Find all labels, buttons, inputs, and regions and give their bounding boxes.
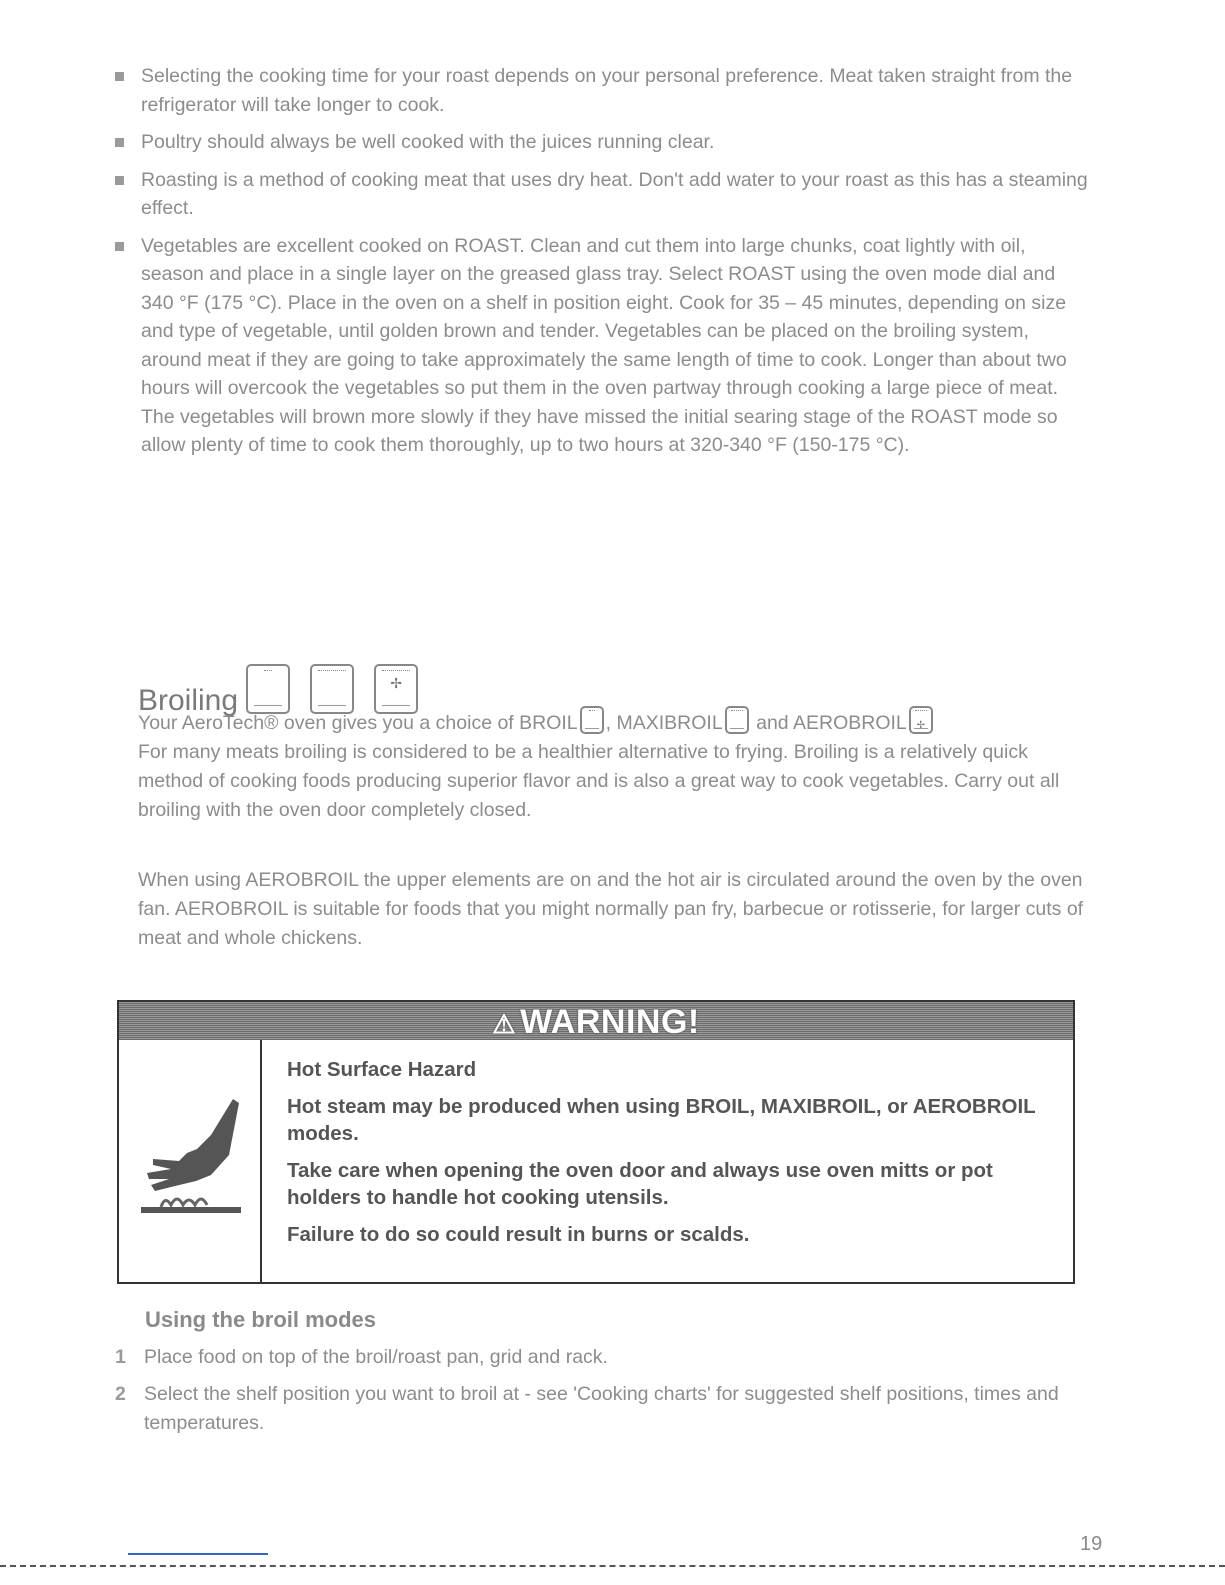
bullet-icon: [115, 138, 124, 147]
bullet-icon: [115, 72, 124, 81]
bullet-icon: [115, 176, 124, 185]
warning-line: Failure to do so could result in burns or scalds.: [287, 1223, 750, 1246]
step-number: 2: [115, 1383, 126, 1405]
broiling-heading: Broiling ✢: [138, 664, 418, 718]
footer-link-underline: [128, 1553, 268, 1555]
warning-line: Take care when opening the oven door and always use oven mitts or pot holders to handle hot cooking utensils.: [287, 1159, 993, 1209]
roasting-tips-list: [115, 62, 1090, 469]
list-item: Vegetables are excellent cooked on ROAST. Clean and cut them into large chunks, coat lightly with oil, season and place in a single layer on the greased glass tray. Select ROAST using the oven mode dial and 340 °F (175 °C). Place in the oven on a shelf in position eight. Cook for 35 – 45 minutes, depending on size and type of vegetable, until golden brown and tender. Vegetables can be placed on the broiling system, around meat if they are going to take approximately the same length of time to cook. Longer than about two hours will overcook the vegetables so put them in the oven partway through cooking a large piece of meat. The vegetables will brown more slowly if they have missed the initial searing stage of the ROAST mode so allow plenty of time to cook them thoroughly, up to two hours at 320-340 °F (150-175 °C).: [115, 232, 1090, 460]
aerobroil-icon: ✢: [374, 664, 418, 714]
aerobroil-description: When using AEROBROIL the upper elements are on and the hot air is circulated around the oven by the oven fan. AEROBROIL is suitable for foods that you might normally pan fry, barbecue or rotisserie, for larger cuts of meat and whole chickens.: [138, 869, 1084, 949]
bullet-icon: [115, 242, 124, 251]
broil-icon: [580, 706, 604, 734]
using-broil-modes-heading: Using the broil modes: [145, 1307, 377, 1332]
list-item: 2 Select the shelf position you want to broil at - see 'Cooking charts' for suggested shelf positions, times and temperatures.: [115, 1380, 1075, 1438]
list-item: Roasting is a method of cooking meat that uses dry heat. Don't add water to your roast as this has a steaming effect.: [115, 166, 1090, 223]
list-item: Selecting the cooking time for your roast depends on your personal preference. Meat taken straight from the refrigerator will take longer to cook.: [115, 62, 1090, 119]
list-item: Poultry should always be well cooked with the juices running clear.: [115, 128, 1090, 157]
broiling-intro: Your AeroTech® oven gives you a choice of BROIL , MAXIBROIL and AEROBROIL ✢ For many meats broiling is considered to be a healthier alternative to frying. Broiling is a relatively quick method of cooking foods producing superior flavor and is also a great way to cook vegetables. Carry out all broiling with the oven door completely closed.: [138, 706, 1098, 825]
broil-steps-list: [115, 1343, 1075, 1446]
step-number: 1: [115, 1346, 126, 1368]
warning-text: [287, 1056, 1057, 1258]
maxibroil-icon: [725, 706, 749, 734]
warning-triangle-icon: ⚠: [492, 1009, 517, 1039]
bottom-rule: [0, 1565, 1225, 1567]
warning-icon-panel: [119, 1040, 262, 1282]
warning-box: [117, 1000, 1075, 1284]
warning-title: ⚠ WARNING!: [492, 1003, 700, 1041]
warning-heading: Hot Surface Hazard: [287, 1058, 477, 1081]
list-item: 1 Place food on top of the broil/roast pan, grid and rack.: [115, 1343, 1075, 1372]
hot-surface-hand-icon: [141, 1095, 241, 1215]
aerobroil-icon: ✢: [909, 706, 933, 734]
page-number: 19: [1080, 1533, 1103, 1555]
warning-line: Hot steam may be produced when using BROIL, MAXIBROIL, or AEROBROIL modes.: [287, 1095, 1036, 1145]
